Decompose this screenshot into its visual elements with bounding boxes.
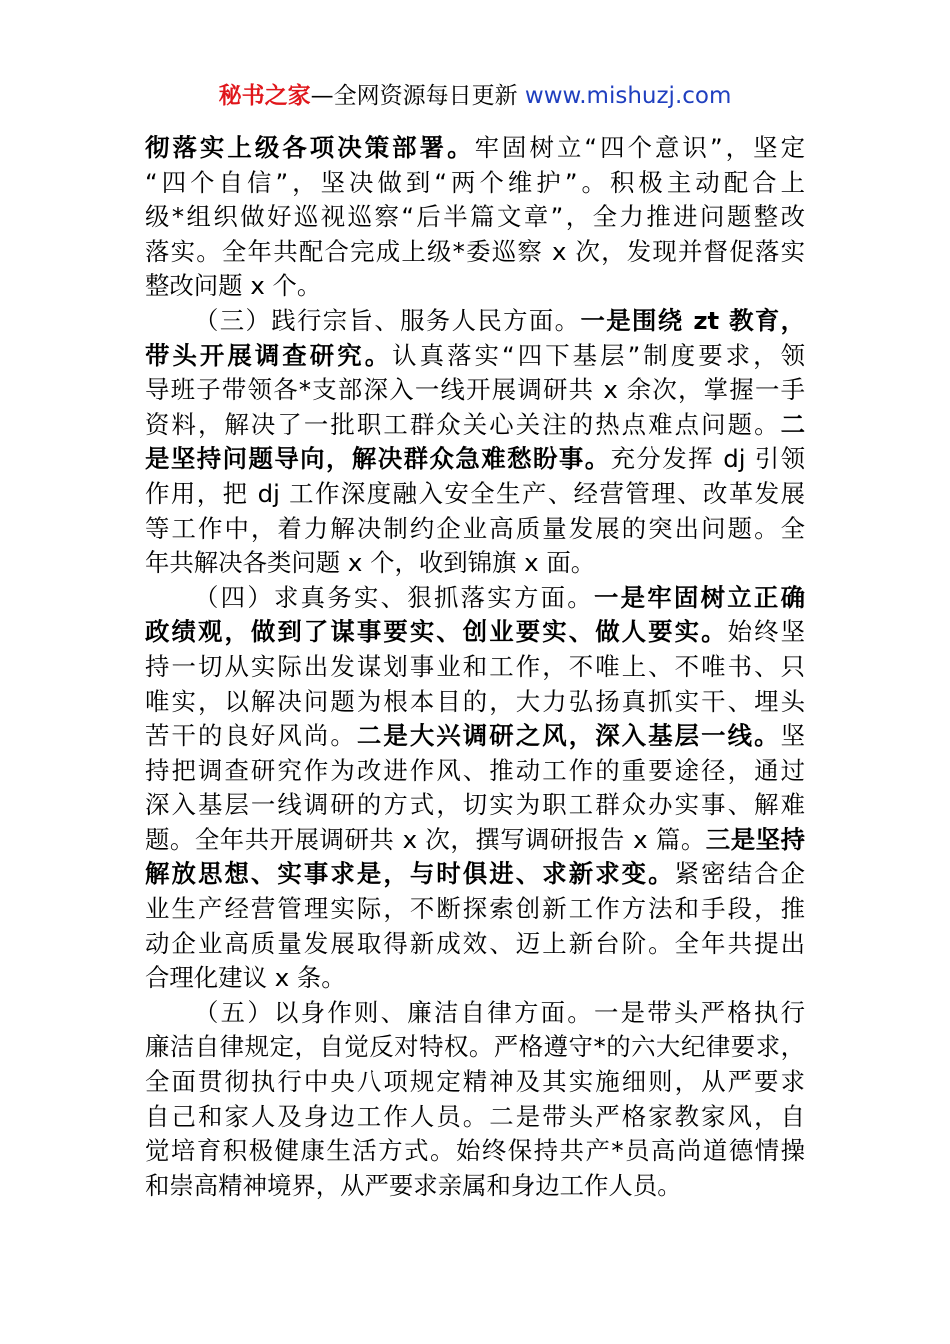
text-segment: 动企业高质量发展取得新成效、迈上新台阶。全年共提出 <box>145 928 805 958</box>
text-segment: “四个自信”，坚决做到“两个维护”。积极主动配合上 <box>145 167 805 197</box>
bold-text-segment: 三是坚持 <box>705 824 805 854</box>
text-segment: 觉培育积极健康生活方式。始终保持共产*员高尚道德情操 <box>145 1136 805 1166</box>
bold-text-segment: 解放思想、实事求是，与时俱进、求新求变。 <box>145 859 675 889</box>
text-line <box>145 235 805 270</box>
text-segment: 资料，解决了一批职工群众关心关注的热点难点问题。 <box>145 409 781 439</box>
text-segment: 和崇高精神境界，从严要求亲属和身边工作人员。 <box>145 1170 682 1200</box>
text-line <box>145 269 805 304</box>
text-line <box>145 961 805 996</box>
text-line <box>145 512 805 547</box>
text-segment: 廉洁自律规定，自觉反对特权。严格遵守*的六大纪律要求， <box>145 1032 805 1062</box>
text-line <box>145 927 805 962</box>
text-line <box>145 373 805 408</box>
text-line <box>145 1030 805 1065</box>
text-segment: 全面贯彻执行中央八项规定精神及其实施细则，从严要求 <box>145 1067 805 1097</box>
text-line <box>145 1065 805 1100</box>
text-segment: 唯实，以解决问题为根本目的，大力弘扬真抓实干、埋头 <box>145 686 805 716</box>
text-segment: 认真落实“四下基层”制度要求，领 <box>392 340 805 370</box>
text-line <box>145 442 805 477</box>
text-segment: 持一切从实际出发谋划事业和工作，不唯上、不唯书、只 <box>145 651 805 681</box>
bold-text-segment: 带头开展调查研究。 <box>145 340 393 370</box>
text-segment: 整改问题 x 个。 <box>145 271 322 301</box>
bold-text-segment: 二 <box>780 409 805 439</box>
document-body <box>145 131 805 1203</box>
text-line <box>145 1169 805 1204</box>
text-segment: 作用，把 dj 工作深度融入安全生产、经营管理、改革发展 <box>145 478 805 508</box>
text-segment: 紧密结合企 <box>674 859 805 889</box>
text-segment: 自己和家人及身边工作人员。二是带头严格家教家风，自 <box>145 1101 805 1131</box>
text-segment: 持把调查研究作为改进作风、推动工作的重要途径，通过 <box>145 755 805 785</box>
text-segment: 始终坚 <box>727 617 805 647</box>
bold-text-segment: 政绩观，做到了谋事要实、创业要实、做人要实。 <box>145 617 728 647</box>
text-line <box>145 719 805 754</box>
brand-name: 秘书之家 <box>218 83 311 109</box>
text-segment: （四）求真务实、狠抓落实方面。 <box>194 582 594 612</box>
text-segment: 题。全年共开展调研共 x 次，撰写调研报告 x 篇。 <box>145 824 706 854</box>
text-segment: 牢固树立“四个意识”，坚定 <box>474 133 805 162</box>
text-segment: 年共解决各类问题 x 个，收到锦旗 x 面。 <box>145 548 596 578</box>
text-segment: 充分发挥 dj 引领 <box>610 444 805 474</box>
text-segment: 等工作中，着力解决制约企业高质量发展的突出问题。全 <box>145 513 805 543</box>
text-line <box>145 166 805 201</box>
text-line <box>145 650 805 685</box>
text-line <box>145 754 805 789</box>
text-line <box>145 131 805 166</box>
text-line <box>145 1100 805 1135</box>
text-segment: 深入基层一线调研的方式，切实为职工群众办实事、解难 <box>145 790 805 820</box>
text-line <box>145 546 805 581</box>
bold-text-segment: 彻落实上级各项决策部署。 <box>145 133 475 162</box>
text-segment: 坚 <box>780 721 805 751</box>
site-url: www.mishuzj.com <box>524 83 732 109</box>
text-line <box>145 200 805 235</box>
text-segment: （三）践行宗旨、服务人民方面。 <box>194 305 581 335</box>
text-segment: 合理化建议 x 条。 <box>145 963 346 993</box>
text-segment: 级*组织做好巡视巡察“后半篇文章”，全力推进问题整改 <box>145 202 805 232</box>
bold-text-segment: 一是牢固树立正确 <box>593 582 805 612</box>
text-line <box>145 581 805 616</box>
bold-text-segment: 是坚持问题导向，解决群众急难愁盼事。 <box>145 444 611 474</box>
text-line <box>145 996 805 1031</box>
text-line <box>145 892 805 927</box>
text-segment: 业生产经营管理实际，不断探索创新工作方法和手段，推 <box>145 894 805 924</box>
text-segment: 导班子带领各*支部深入一线开展调研共 x 余次，掌握一手 <box>145 375 805 405</box>
text-line <box>145 408 805 443</box>
text-line <box>145 304 805 339</box>
text-segment: 落实。全年共配合完成上级*委巡察 x 次，发现并督促落实 <box>145 236 805 266</box>
text-line <box>145 857 805 892</box>
text-line <box>145 477 805 512</box>
text-line <box>145 1134 805 1169</box>
text-line <box>145 685 805 720</box>
bold-text-segment: 一是围绕 zt 教育， <box>580 305 805 335</box>
banner-tagline: —全网资源每日更新 <box>310 83 525 109</box>
text-line <box>145 339 805 374</box>
text-line <box>145 615 805 650</box>
bold-text-segment: 二是大兴调研之风，深入基层一线。 <box>356 721 781 751</box>
text-line <box>145 823 805 858</box>
text-segment: （五）以身作则、廉洁自律方面。一是带头严格执行 <box>194 997 805 1027</box>
site-banner <box>0 80 950 112</box>
text-segment: 苦干的良好风尚。 <box>145 721 357 751</box>
text-line <box>145 788 805 823</box>
